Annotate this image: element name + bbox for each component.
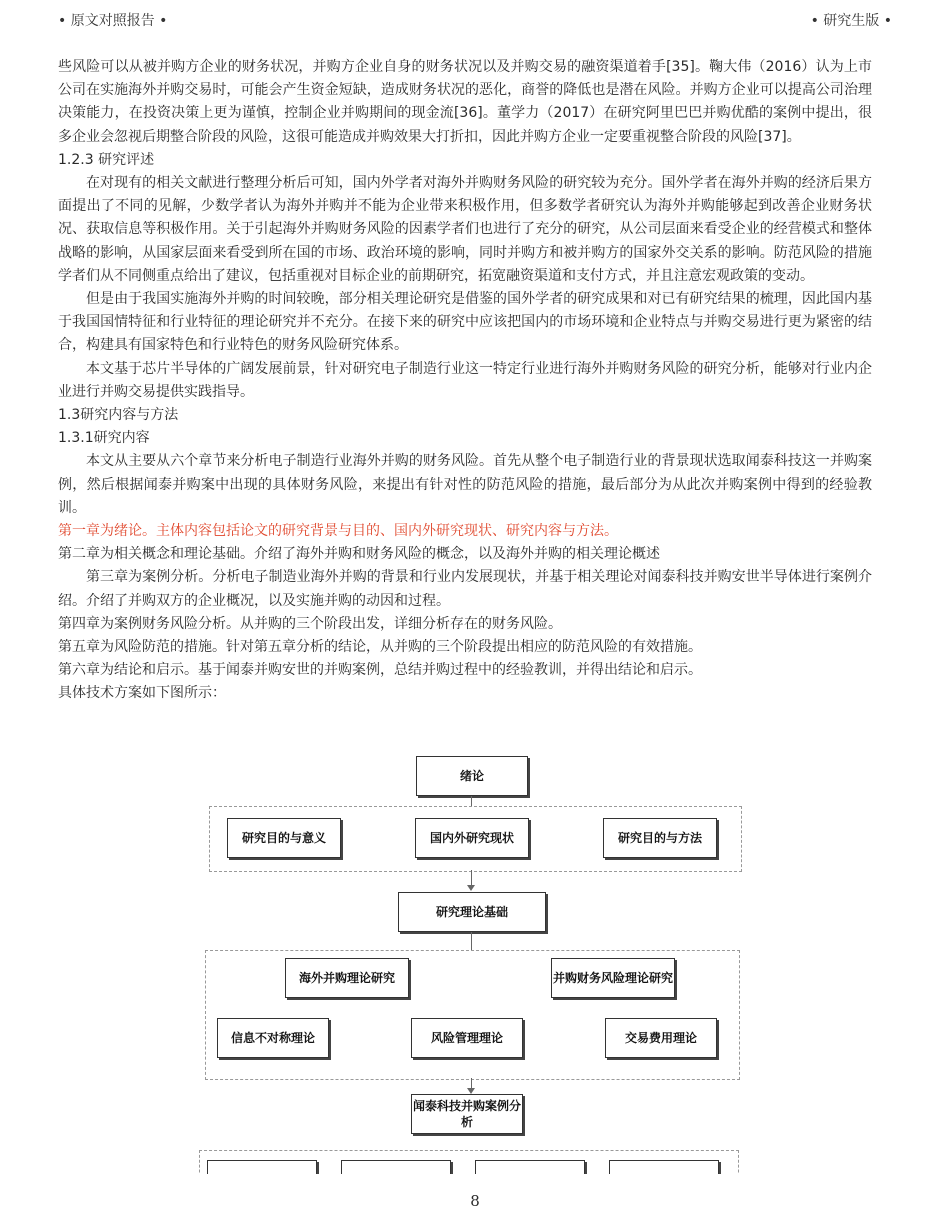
chapter-2-summary: 第二章为相关概念和理论基础。介绍了海外并购和财务风险的概念，以及海外并购的相关理论概述 [58,546,660,563]
domestic-foreign-status-box: 国内外研究现状 [415,818,529,858]
paragraph-review-2: 但是由于我国实施海外并购的时间较晚，部分相关理论研究是借鉴的国外学者的研究成果和对已有研究结果的梳理，因此国内基于我国国情特征和行业特征的理论研究并不充分。在接下来的研究中应该把国内的市场环境和企业特点与并购交易进行更为紧密的结合，构建具有国家特色和行业特色的财务风险研究体系。 [58,291,872,354]
body-text [58,56,872,706]
arrow-down-icon [467,885,475,891]
chapter-3-summary: 第三章为案例分析。分析电子制造业海外并购的背景和行业内发展现状，并基于相关理论对闻泰科技并购安世半导体进行案例介绍。介绍了并购双方的企业概况，以及实施并购的动因和过程。 [58,569,872,609]
section-heading-1-2-3: 1.2.3 研究评述 [58,151,155,168]
paragraph-content-overview: 本文从主要从六个章节来分析电子制造行业海外并购的财务风险。首先从整个电子制造行业的背景现状选取闻泰科技这一并购案例，然后根据闻泰并购案中出现的具体财务风险，来提出有针对性的防范风险的措施，最后部分为从此次并购案例中得到的经验教训。 [58,453,872,516]
cropped-box [475,1160,585,1174]
header-right-label: • 研究生版 • [810,13,892,29]
overseas-ma-theory-box: 海外并购理论研究 [285,958,409,998]
transaction-cost-theory-box: 交易费用理论 [605,1018,717,1058]
cropped-box [207,1160,317,1174]
case-analysis-box: 闻泰科技并购案例分析 [411,1094,523,1134]
paragraph-literature-continued: 些风险可以从被并购方企业的财务状况，并购方企业自身的财务状况以及并购交易的融资渠道着手[35]。鞠大伟（2016）认为上市公司在实施海外并购交易时，可能会产生资金短缺，造成财务状况的恶化，商誉的降低也是潜在风险。并购方企业可以提高公司治理决策能力，在投资决策上更为谨慎，控制企业并购期间的现金流[36]。董学力（2017）在研究阿里巴巴并购优酷的案例中提出，很多企业会忽视后期整合阶段的风险，这很可能造成并购效果大打折扣，因此并购方企业一定要重视整合阶段的风险[37]。 [58,59,872,145]
technical-roadmap-diagram [195,752,755,1174]
risk-management-theory-box: 风险管理理论 [411,1018,523,1058]
connector-line [471,932,472,950]
cropped-box [341,1160,451,1174]
chapter-4-summary: 第四章为案例财务风险分析。从并购的三个阶段出发，详细分析存在的财务风险。 [58,615,562,632]
paragraph-review-1: 在对现有的相关文献进行整理分析后可知，国内外学者对海外并购财务风险的研究较为充分。国外学者在海外并购的经济后果方面提出了不同的见解，少数学者认为海外并购并不能为企业带来积极作用，但多数学者研究认为海外并购能够起到改善企业财务状况、获取信息等积极作用。关于引起海外并购财务风险的因素学者们也进行了充分的研究，从公司层面来看受企业的经营模式和整体战略的影响，从国家层面来看受到所在国的市场、政治环境的影响，同时并购方和被并购方的国家外交关系的影响。防范风险的措施学者们从不同侧重点给出了建议，包括重视对目标企业的前期研究，拓宽融资渠道和支付方式，并且注意宏观政策的变动。 [58,175,872,284]
section-heading-1-3-1: 1.3.1研究内容 [58,430,150,447]
header-left-label: • 原文对照报告 • [58,13,168,29]
section-heading-1-3: 1.3研究内容与方法 [58,407,179,424]
chapter-6-summary: 第六章为结论和启示。基于闻泰并购安世的并购案例，总结并购过程中的经验教训，并得出结论和启示。 [58,662,702,679]
theory-foundation-box: 研究理论基础 [398,892,546,932]
connector-line [471,796,472,806]
intro-box: 绪论 [416,756,528,796]
chapter-5-summary: 第五章为风险防范的措施。针对第五章分析的结论，从并购的三个阶段提出相应的防范风险的有效措施。 [58,639,702,656]
diagram-intro-text: 具体技术方案如下图所示： [58,685,226,702]
ma-financial-risk-theory-box: 并购财务风险理论研究 [551,958,675,998]
cropped-box [609,1160,719,1174]
chapter-1-summary: 第一章为绪论。主体内容包括论文的研究背景与目的、国内外研究现状、研究内容与方法。 [58,523,618,540]
paragraph-review-3: 本文基于芯片半导体的广阔发展前景，针对研究电子制造行业这一特定行业进行海外并购财务风险的研究分析，能够对行业内企业进行并购交易提供实践指导。 [58,360,872,400]
page-number: 8 [470,1192,480,1210]
research-purpose-box: 研究目的与意义 [227,818,341,858]
information-asymmetry-theory-box: 信息不对称理论 [217,1018,329,1058]
research-method-box: 研究目的与方法 [603,818,717,858]
